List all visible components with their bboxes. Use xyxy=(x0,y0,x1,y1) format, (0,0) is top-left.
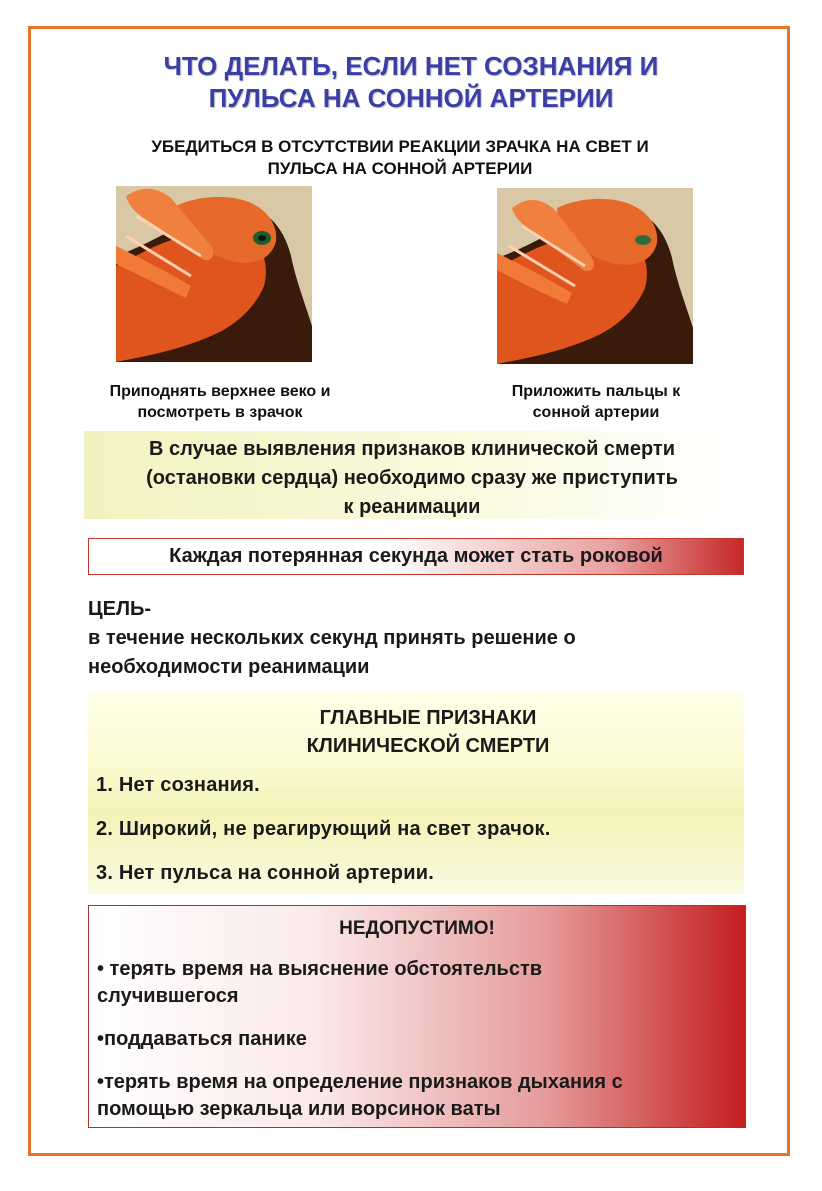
inadmissible-item xyxy=(97,1069,737,1123)
notice-line-1: В случае выявления признаков клинической смерти xyxy=(148,438,675,460)
pupil-check-caption xyxy=(70,381,370,423)
signs-title xyxy=(238,704,618,760)
goal-heading: ЦЕЛЬ- xyxy=(88,598,152,620)
title-line-1: ЧТО ДЕЛАТЬ, ЕСЛИ НЕТ СОЗНАНИЯ И xyxy=(163,51,659,81)
goal-section xyxy=(88,595,748,682)
sign-item: 2. Широкий, не реагирующий на свет зрачок. xyxy=(96,818,551,840)
subtitle-line-1: УБЕДИТЬСЯ В ОТСУТСТВИИ РЕАКЦИИ ЗРАЧКА НА СВЕТ И xyxy=(151,137,649,156)
subtitle-line-2: ПУЛЬСА НА СОННОЙ АРТЕРИИ xyxy=(267,159,533,178)
caption-left-line-2: посмотреть в зрачок xyxy=(137,404,303,421)
every-second-warning: Каждая потерянная секунда может стать роковой xyxy=(88,538,744,575)
caption-right-line-2: сонной артерии xyxy=(532,404,660,421)
goal-line-2: необходимости реанимации xyxy=(88,656,370,678)
inadmissible-item-1-line-2: случившегося xyxy=(97,985,239,1007)
clinical-death-notice xyxy=(84,431,740,519)
signs-title-line-2: КЛИНИЧЕСКОЙ СМЕРТИ xyxy=(306,735,550,757)
inadmissible-item-1-line-1: • терять время на выяснение обстоятельств xyxy=(97,958,543,980)
notice-line-3: к реанимации xyxy=(343,496,481,518)
page-title xyxy=(60,50,762,114)
pulse-check-caption xyxy=(446,381,746,423)
inadmissible-item-3-line-1: •терять время на определение признаков дыхания с xyxy=(97,1071,623,1093)
inadmissible-item-3-line-2: помощью зеркальца или ворсинок ваты xyxy=(97,1098,501,1120)
sign-item: 1. Нет сознания. xyxy=(96,774,260,796)
sign-item: 3. Нет пульса на сонной артерии. xyxy=(96,862,434,884)
goal-line-1: в течение нескольких секунд принять решение о xyxy=(88,627,576,649)
inadmissible-title: НЕДОПУСТИМО! xyxy=(339,918,495,939)
pulse-check-illustration xyxy=(497,188,693,364)
inadmissible-item: •поддаваться панике xyxy=(97,1028,307,1050)
caption-right-line-1: Приложить пальцы к xyxy=(511,383,681,400)
notice-line-2: (остановки сердца) необходимо сразу же приступить xyxy=(146,467,678,489)
inadmissible-item xyxy=(97,956,737,1010)
inadmissible-panel xyxy=(88,905,746,1128)
caption-left-line-1: Приподнять верхнее веко и xyxy=(109,383,331,400)
check-instruction xyxy=(90,136,710,180)
pupil-check-illustration xyxy=(116,186,312,362)
title-line-2: ПУЛЬСА НА СОННОЙ АРТЕРИИ xyxy=(208,83,614,113)
main-signs-panel xyxy=(88,694,744,894)
signs-title-line-1: ГЛАВНЫЕ ПРИЗНАКИ xyxy=(319,707,537,729)
